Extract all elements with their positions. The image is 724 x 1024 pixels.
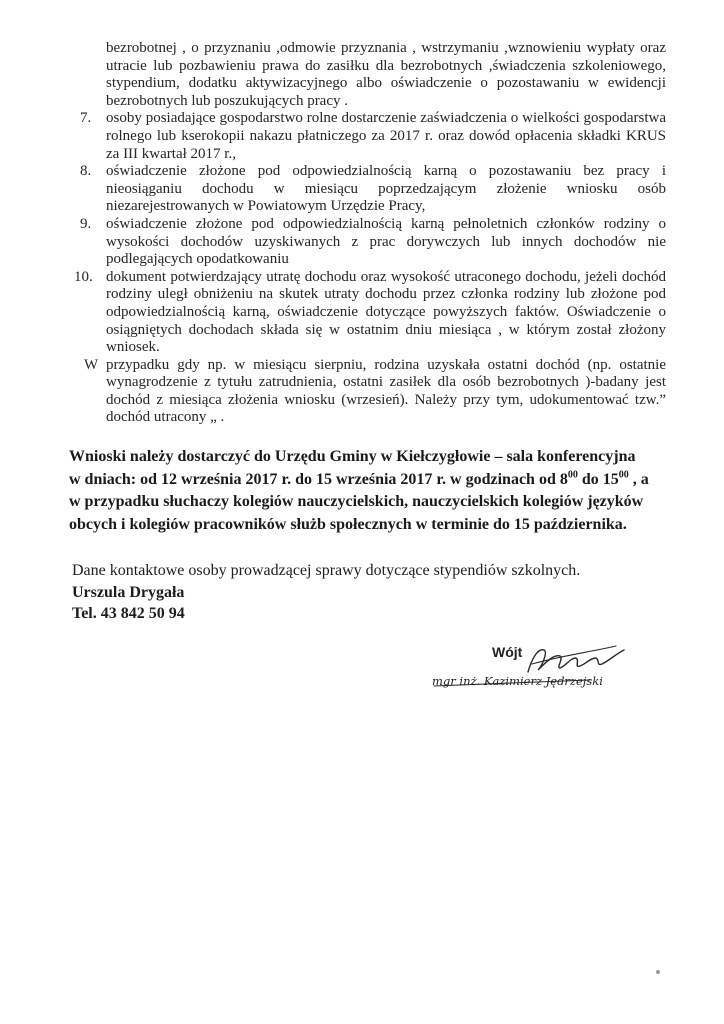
contact-intro: Dane kontaktowe osoby prowadzącej sprawy dotyczące stypendiów szkolnych. bbox=[72, 562, 581, 579]
list-item-text: dokument potwierdzający utratę dochodu oraz wysokość utraconego dochodu, jeżeli dochód rodziny uległ obniżeniu na skutek utraty dochodu przez członka rodziny lub złożone pod odpowiedzialnością karną, oświadczenie dotyczące powyższych faktów. Oświadczenie o osiągniętych dochodach składa się w ostatnim dniu miesiąca , w którym został złożony wniosek. bbox=[106, 268, 666, 356]
list-item-7 bbox=[74, 110, 666, 163]
signature-block bbox=[420, 636, 640, 706]
scan-speck bbox=[656, 970, 660, 974]
signature-name-stamp: mgr inż. Kazimierz Jędrzejski bbox=[432, 674, 603, 688]
note-paragraph-lead: W bbox=[84, 356, 99, 373]
list-item-9 bbox=[74, 216, 666, 269]
list-item-10 bbox=[74, 269, 666, 357]
note-paragraph bbox=[74, 357, 666, 427]
list-item-8 bbox=[74, 163, 666, 216]
list-item-number: 7. bbox=[80, 110, 92, 127]
notice-text-part3: , a w przypadku słuchaczy kolegiów nauczycielskich, nauczycielskich kolegiów języków obcych i kolegiów pracowników służb społecznych w terminie do 15 października. bbox=[69, 470, 649, 533]
list-item-number: 8. bbox=[80, 163, 92, 180]
list-item-number: 9. bbox=[80, 215, 92, 232]
notice-time-superscript: 00 bbox=[618, 469, 629, 481]
handwritten-signature bbox=[420, 636, 640, 706]
signature-title: Wójt bbox=[492, 644, 523, 660]
notice-text-part2: do 15 bbox=[577, 470, 619, 488]
list-item-continuation-text: bezrobotnej , o przyznaniu ,odmowie przyznania , wstrzymaniu ,wznowieniu wypłaty oraz utracie lub pozbawieniu prawa do zasiłku dla bezrobotnych ,świadczenia szkoleniowego, stypendium, dodatku aktywizacyjnego albo oświadczenie o pozostawaniu w ewidencji bezrobotnych lub poszukujących pracy . bbox=[106, 40, 666, 109]
list-item-text: oświadczenie złożone pod odpowiedzialnością karną pełnoletnich członków rodziny o wysokości dochodów uzyskiwanych z prac dorywczych lub innych dochodów nie podlegających opodatkowaniu bbox=[106, 215, 666, 268]
contact-phone: Tel. 43 842 50 94 bbox=[72, 605, 185, 622]
note-paragraph-text: przypadku gdy np. w miesiącu sierpniu, rodzina uzyskała ostatni dochód (np. ostatnie wynagrodzenie z tytułu zatrudnienia, ostatni zasiłek dla osób bezrobotnych )-badany jest dochód z miesiąca złożenia wniosku (wrzesień). Należy przy tym, udokumentować tzw.” dochód utracony „ . bbox=[106, 356, 666, 426]
notice-text-part1: Wnioski należy dostarczyć do Urzędu Gminy w Kiełczygłowie – sala konferencyjna w dniach: od 12 września 2017 r. do 15 września 2017 r. w godzinach od 8 bbox=[69, 448, 636, 488]
list-item-text: oświadczenie złożone pod odpowiedzialnością karną o pozostawaniu bez pracy i nieosiąganiu dochodu w miesiącu poprzedzającym złożenie wniosku osób niezarejestrowanych w Powiatowym Urzędzie Pracy, bbox=[106, 163, 666, 215]
requirements-list bbox=[74, 40, 666, 427]
list-item-text: osoby posiadające gospodarstwo rolne dostarczenie zaświadczenia o wielkości gospodarstwa rolnego lub kserokopii nakazu płatniczego za 2017 r. oraz dowód opłacenia składki KRUS za III kwartał 2017 r., bbox=[106, 110, 666, 162]
list-item-continuation bbox=[74, 40, 666, 110]
submission-notice bbox=[69, 446, 649, 536]
contact-name: Urszula Drygała bbox=[72, 583, 185, 601]
notice-time-superscript: 00 bbox=[567, 469, 578, 481]
contact-info bbox=[72, 560, 662, 625]
list-item-number: 10. bbox=[74, 268, 93, 285]
